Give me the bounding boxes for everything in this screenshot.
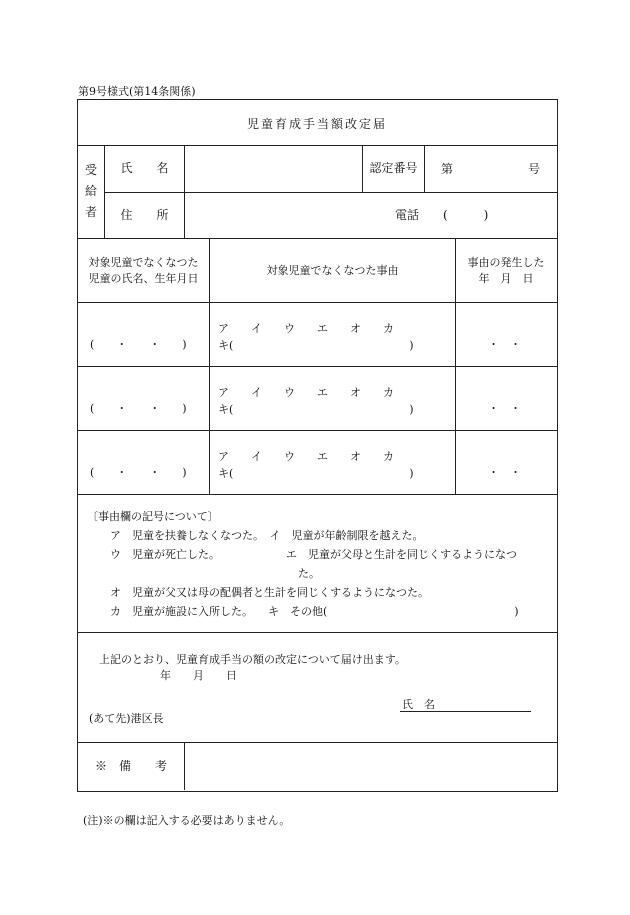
address-label: 住 所 xyxy=(120,207,169,222)
cert-number-label: 認定番号 xyxy=(369,161,418,176)
occurrence-date-field[interactable]: ・ ・ xyxy=(488,466,521,479)
birth-date-field[interactable]: ( ・ ・ ) xyxy=(90,338,187,351)
form-title: 児童育成手当額改定届 xyxy=(246,117,387,131)
legend-line: カ 児童が施設に入所した。 xyxy=(110,605,253,618)
dai-label: 第 xyxy=(441,162,454,176)
legend-heading: 〔事由欄の記号について〕 xyxy=(87,510,219,523)
reason-other[interactable]: キ( ) xyxy=(218,339,414,352)
declaration-date[interactable]: 年 月 日 xyxy=(160,669,237,682)
legend-line: キ その他( ) xyxy=(268,605,519,618)
name-field[interactable] xyxy=(185,146,362,192)
signature-label: 氏 名 xyxy=(402,698,435,711)
birth-date-field[interactable]: ( ・ ・ ) xyxy=(90,466,187,479)
go-label: 号 xyxy=(528,162,541,176)
recipient-label: 受 給 者 xyxy=(84,163,97,219)
declaration xyxy=(78,633,556,742)
name-label: 氏 名 xyxy=(120,161,169,176)
legend-line: オ 児童が父又は母の配偶者と生計を同じくするようになつた。 xyxy=(110,586,429,599)
reason-header: 対象児童でなくなつた事由 xyxy=(266,263,399,277)
reason-legend xyxy=(78,495,556,632)
table-row xyxy=(78,303,556,366)
remarks-field[interactable] xyxy=(185,743,556,790)
cert-number-field[interactable] xyxy=(425,146,556,192)
reason-options[interactable]: ア イ ウ エ オ カ xyxy=(218,322,394,335)
signature-line[interactable] xyxy=(400,711,531,712)
birth-date-field[interactable]: ( ・ ・ ) xyxy=(90,402,187,415)
table-row xyxy=(78,367,556,430)
legend-line: ウ 児童が死亡した。 xyxy=(110,548,220,561)
date-header: 事由の発生した 年 月 日 xyxy=(467,255,545,285)
occurrence-date-field[interactable]: ・ ・ xyxy=(488,338,521,351)
reason-other[interactable]: キ( ) xyxy=(218,403,414,416)
addressee: (あて先)港区長 xyxy=(89,712,164,725)
reason-other[interactable]: キ( ) xyxy=(218,467,414,480)
reason-options[interactable]: ア イ ウ エ オ カ xyxy=(218,386,394,399)
legend-line: た。 xyxy=(298,567,320,580)
child-header: 対象児童でなくなつた 児童の氏名、生年月日 xyxy=(88,255,199,285)
reason-options[interactable]: ア イ ウ エ オ カ xyxy=(218,450,394,463)
table-row xyxy=(78,431,556,494)
form-code: 第9号様式(第14条関係) xyxy=(78,85,196,98)
remarks-label: ※ 備 考 xyxy=(94,758,167,773)
legend-line: エ 児童が父母と生計を同じくするようになつ xyxy=(286,548,517,561)
declaration-text: 上記のとおり、児童育成手当の額の改定について届け出ます。 xyxy=(99,653,406,666)
phone-label: 電話 ( ) xyxy=(395,208,489,222)
legend-line: ア 児童を扶養しなくなつた。 イ 児童が年齢制限を越えた。 xyxy=(110,529,424,542)
footnote: (注)※の欄は記入する必要はありません。 xyxy=(83,814,291,827)
address-field[interactable] xyxy=(185,193,556,238)
occurrence-date-field[interactable]: ・ ・ xyxy=(488,402,521,415)
